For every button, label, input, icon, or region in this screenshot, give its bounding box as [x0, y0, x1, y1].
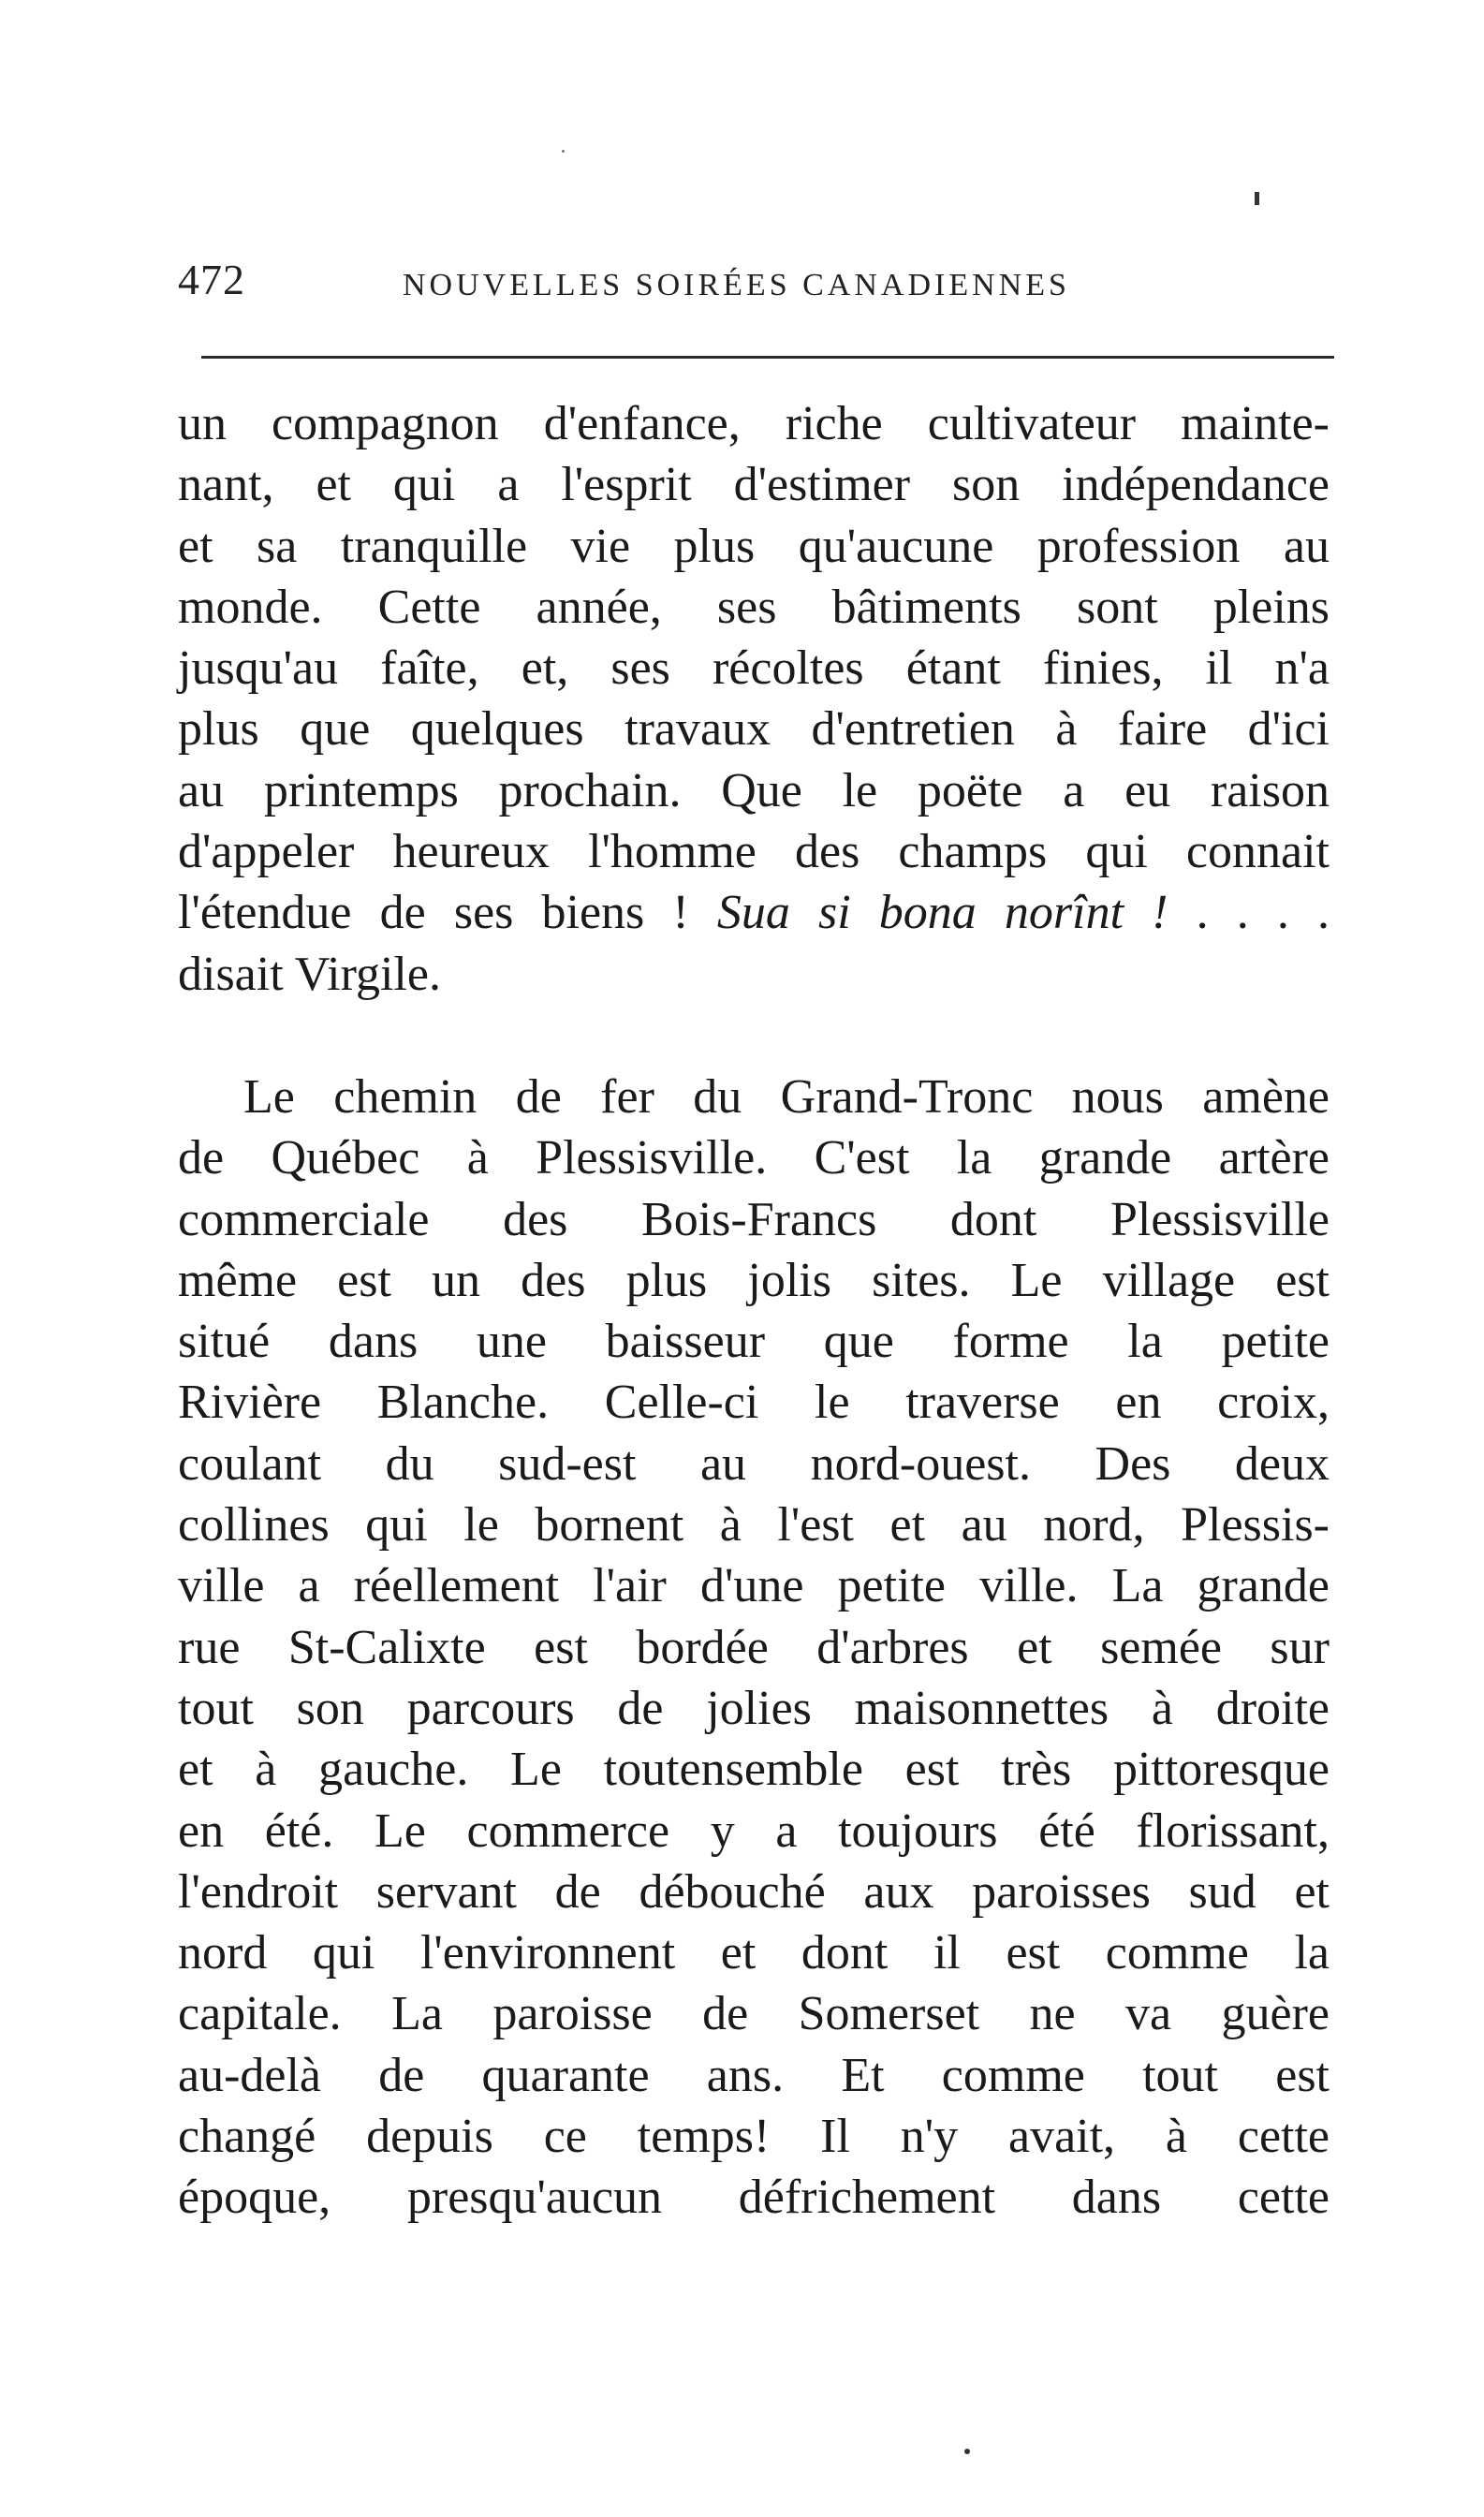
text-line: et sa tranquille vie plus qu'aucune profession au	[178, 519, 1330, 573]
paragraph-1	[178, 393, 1330, 1005]
text-line: Le chemin de fer du Grand-Tronc nous amène	[243, 1069, 1330, 1124]
text-line: et à gauche. Le toutensemble est très pittoresque	[178, 1743, 1330, 1797]
text-line: collines qui le bornent à l'est et au nord, Plessis-	[178, 1498, 1330, 1553]
text-line: au-delà de quarante ans. Et comme tout est	[178, 2048, 1330, 2102]
text-line: disait Virgile.	[178, 947, 441, 1001]
text-line: d'appeler heureux l'homme des champs qui connait	[178, 825, 1330, 879]
text-line: l'endroit servant de débouché aux paroisses sud et	[178, 1864, 1330, 1919]
text-line: nant, et qui a l'esprit d'estimer son indépendance	[178, 458, 1330, 512]
print-speck	[562, 150, 565, 153]
print-speck	[964, 2449, 970, 2454]
paragraph-gap	[178, 1005, 1330, 1067]
text-line-with-quote	[178, 882, 1330, 943]
print-mark	[1255, 192, 1259, 205]
text-line: monde. Cette année, ses bâtiments sont pleins	[178, 580, 1330, 634]
text-line: au printemps prochain. Que le poëte a eu raison	[178, 763, 1330, 817]
text-fragment: l'étendue de ses biens !	[178, 886, 717, 940]
text-line: époque, presqu'aucun défrichement dans cette	[178, 2171, 1330, 2225]
text-line: rue St-Calixte est bordée d'arbres et semée sur	[178, 1620, 1330, 1674]
text-line: capitale. La paroisse de Somerset ne va guère	[178, 1987, 1330, 2041]
text-line: coulant du sud-est au nord-ouest. Des deux	[178, 1436, 1330, 1491]
text-line: tout son parcours de jolies maisonnettes à droite	[178, 1681, 1330, 1735]
header-rule	[201, 356, 1334, 359]
text-line: de Québec à Plessisville. C'est la grande artère	[178, 1131, 1330, 1185]
text-line: changé depuis ce temps! Il n'y avait, à cette	[178, 2110, 1330, 2164]
text-line: même est un des plus jolis sites. Le village est	[178, 1253, 1330, 1307]
latin-quote: Sua si bona norînt !	[716, 886, 1168, 940]
text-line: commerciale des Bois-Francs dont Plessisville	[178, 1192, 1330, 1246]
page-number: 472	[178, 256, 245, 303]
body-text	[178, 393, 1330, 2229]
ellipsis: . . . .	[1168, 886, 1330, 940]
text-line: jusqu'au faîte, et, ses récoltes étant finies, il n'a	[178, 641, 1330, 696]
text-line: nord qui l'environnent et dont il est comme la	[178, 1926, 1330, 1980]
running-title: NOUVELLES SOIRÉES CANADIENNES	[403, 268, 1070, 302]
text-line: en été. Le commerce y a toujours été florissant,	[178, 1803, 1330, 1858]
paragraph-2	[178, 1067, 1330, 2229]
text-line: Rivière Blanche. Celle-ci le traverse en croix,	[178, 1376, 1330, 1430]
text-line: un compagnon d'enfance, riche cultivateur mainte-	[178, 397, 1330, 450]
text-line: ville a réellement l'air d'une petite ville. La grande	[178, 1559, 1330, 1613]
text-line: plus que quelques travaux d'entretien à faire d'ici	[178, 702, 1330, 757]
page-header	[178, 255, 1330, 311]
text-line: situé dans une baisseur que forme la petite	[178, 1315, 1330, 1369]
